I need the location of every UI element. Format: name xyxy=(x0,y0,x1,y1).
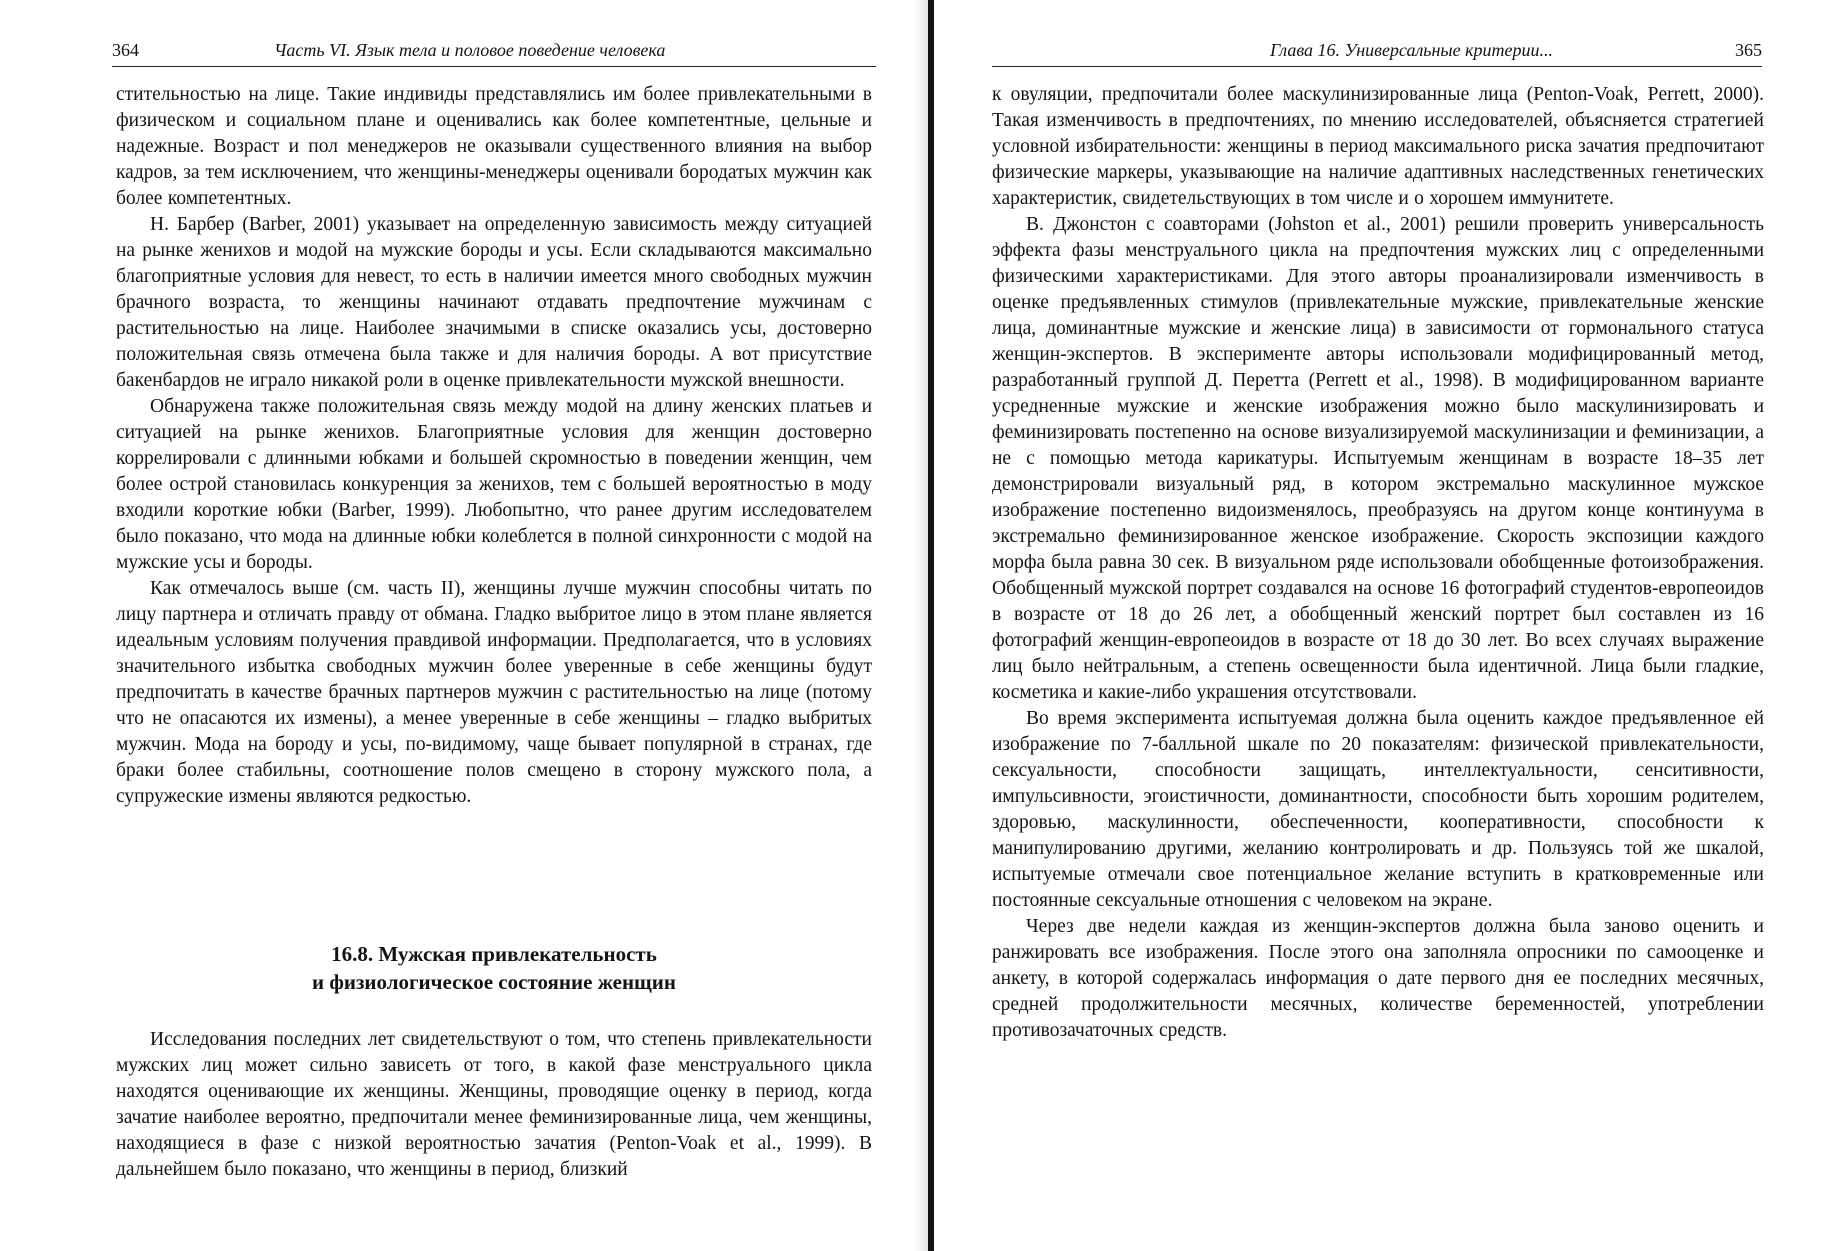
left-paragraph-1: стительностью на лице. Такие индивиды представлялись им более привлекательными в физическом и социальном плане и оценивались как более компетентные, цельные и надежные. Возраст и пол менеджеров не оказывали существенного влияния на выбор кадров, за тем исключением, что женщины-менеджеры оценивали бородатых мужчин как более компетентных. xyxy=(116,84,872,209)
right-paragraph-1: к овуляции, предпочитали более маскулинизированные лица (Penton-Voak, Perrett, 2000). Такая изменчивость в предпочтениях, по мнению исследователей, объясняется стратегией условной избирательности: женщины в период максимального риска зачатия предпочитают физические маркеры, указывающие на наличие адаптивных наследственных генетических характеристик, свидетельствующих в том числе и о хорошем иммунитете. xyxy=(992,84,1764,209)
left-paragraph-2: Н. Барбер (Barber, 2001) указывает на определенную зависимость между ситуацией на рынке женихов и модой на мужские бороды и усы. Если складываются максимально благоприятные условия для невест, то есть в наличии имеется много свободных мужчин брачного возраста, то женщины начинают отдавать предпочтение мужчинам с растительностью на лице. Наиболее значимыми в списке оказались усы, достоверно положительная связь отмечена была также и для наличия бороды. А вот присутствие бакенбардов не играло никакой роли в оценке привлекательности мужской внешности. xyxy=(116,214,872,391)
left-section-text xyxy=(116,1027,872,1183)
gutter-shadow xyxy=(914,0,928,1251)
left-section-paragraph: Исследования последних лет свидетельствуют о том, что степень привлекательности мужских лиц может сильно зависеть от того, в какой фазе менструального цикла находятся оценивающие их женщины. Женщины, проводящие оценку в период, когда зачатие наиболее вероятно, предпочитали менее феминизированные лица, чем женщины, находящиеся в фазе с низкой вероятностью зачатия (Penton-Voak et al., 1999). В дальнейшем было показано, что женщины в период, близкий xyxy=(116,1029,872,1180)
right-body-text xyxy=(992,82,1764,1044)
left-body-text xyxy=(116,82,872,810)
right-paragraph-2: В. Джонстон с соавторами (Johston et al., 2001) решили проверить универсальность эффекта фазы менструального цикла на предпочтения мужских лиц с определенными физическими характеристиками. Для этого авторы проанализировали изменчивость в оценке предъявленных стимулов (привлекательные мужские, привлекательные женские лица, доминантные мужские и женские лица) в зависимости от гормонального статуса женщин-экспертов. В эксперименте авторы использовали модифицированный метод, разработанный группой Д. Перетта (Perrett et al., 1998). В модифицированном варианте усредненные мужские и женские изображения можно было маскулинизировать и феминизировать постепенно на основе визуализируемой маскулинизации и феминизации, а не с помощью метода карикатуры. Испытуемым женщинам в возрасте 18–35 лет демонстрировали визуальный ряд, в котором экстремально маскулинное мужское изображение постепенно видоизменялось, преобразуясь на другом конце континуума в экстремально феминизированное женское изображение. Скорость экспозиции каждого морфа была равна 30 сек. В визуальном ряде использовали обобщенные фотоизображения. Обобщенный мужской портрет создавался на основе 16 фотографий студентов-европеоидов в возрасте от 18 до 26 лет, а обобщенный женский портрет был составлен из 16 фотографий женщин-европеоидов в возрасте от 18 до 30 лет. Во всех случаях выражение лиц было нейтральным, а степень освещенности была идентичной. Лица были гладкие, косметика и какие-либо украшения отсутствовали. xyxy=(992,214,1764,703)
left-paragraph-3: Обнаружена также положительная связь между модой на длину женских платьев и ситуацией на рынке женихов. Благоприятные условия для женщин достоверно коррелировали с длинными юбками и большей скромностью в поведении женщин, чем более острой становилась конкуренция за женихов, тем с большей вероятностью в моду входили короткие юбки (Barber, 1999). Любопытно, что ранее другим исследователем было показано, что мода на длинные юбки колеблется в полной синхронности с модой на мужские усы и бороды. xyxy=(116,396,872,573)
section-heading xyxy=(116,940,872,996)
section-heading-line-2: и физиологическое состояние женщин xyxy=(311,970,676,994)
left-page-number: 364 xyxy=(112,40,139,60)
right-running-head xyxy=(992,40,1762,67)
right-page xyxy=(934,0,1832,1251)
left-paragraph-4: Как отмечалось выше (см. часть II), женщины лучше мужчин способны читать по лицу партнера и отличать правду от обмана. Гладко выбритое лицо в этом плане является идеальным условиям получения правдивой информации. Предполагается, что в условиях значительного избытка свободных мужчин более уверенные в себе женщины будут предпочитать в качестве брачных партнеров мужчин с растительностью на лице (потому что не опасаются их измены), а менее уверенные в себе женщины – гладко выбритых мужчин. Мода на бороду и усы, по-видимому, чаще бывает популярной в странах, где браки более стабильны, соотношение полов смещено в сторону мужского пола, а супружеские измены являются редкостью. xyxy=(116,578,872,807)
left-running-head xyxy=(112,40,876,67)
left-page xyxy=(0,0,914,1251)
section-heading-line-1: 16.8. Мужская привлекательность xyxy=(331,942,657,966)
right-page-number: 365 xyxy=(1735,40,1762,60)
right-paragraph-4: Через две недели каждая из женщин-экспертов должна была заново оценить и ранжировать все изображения. После этого она заполняла опросники по самооценке и анкету, в которой содержалась информация о дате первого дня ее последних месячных, средней продолжительности месячных, количестве беременностей, употреблении противозачаточных средств. xyxy=(992,916,1764,1041)
right-paragraph-3: Во время эксперимента испытуемая должна была оценить каждое предъявленное ей изображение по 7-балльной шкале по 20 показателям: физической привлекательности, сексуальности, способности защищать, интеллектуальности, сенситивности, импульсивности, эгоистичности, доминантности, способности быть хорошим родителем, здоровью, маскулинности, обеспеченности, кооперативности, способности к манипулированию другими, желанию контролировать и др. Пользуясь той же шкалой, испытуемые отмечали свое потенциальное желание вступить в кратковременные или постоянные сексуальные отношения с человеком на экране. xyxy=(992,708,1764,911)
right-running-title: Глава 16. Универсальные критерии... xyxy=(1270,40,1554,60)
left-running-title: Часть VI. Язык тела и половое поведение человека xyxy=(274,40,666,60)
